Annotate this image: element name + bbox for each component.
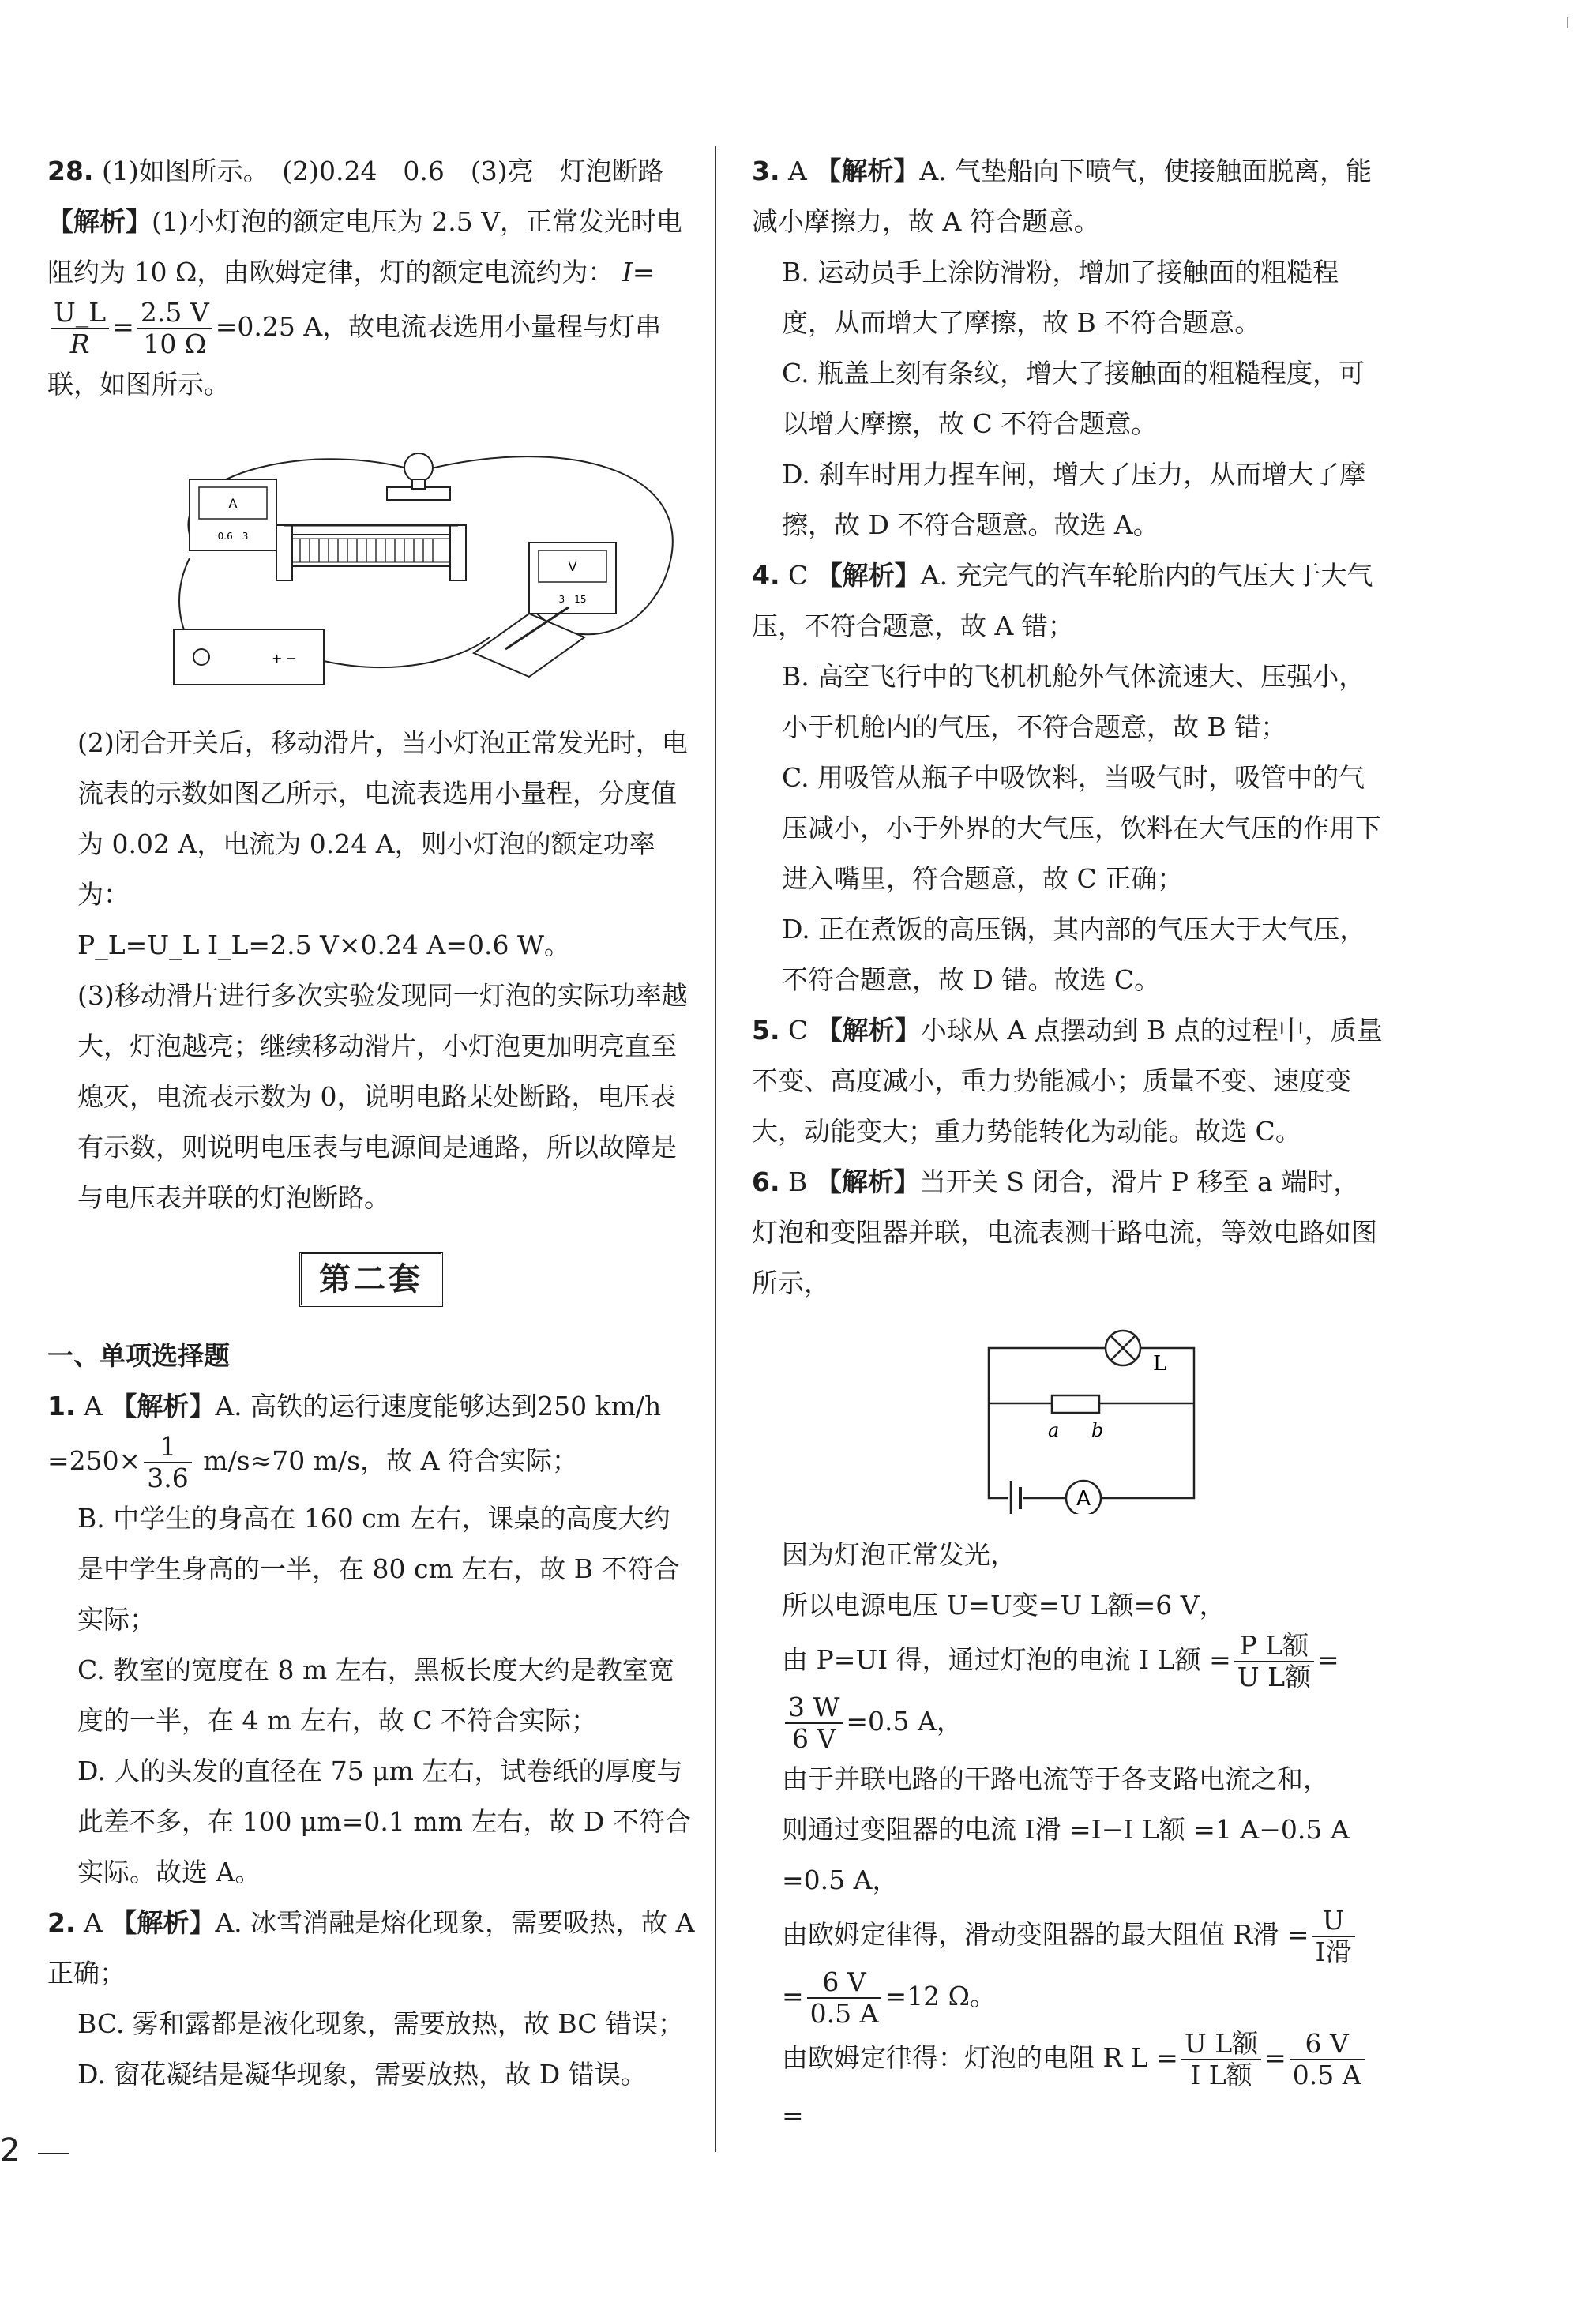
- q4-number: 4.: [752, 560, 780, 591]
- q28-number: 28.: [47, 156, 94, 186]
- q3-b: B. 运动员手上涂防滑粉，增加了接触面的粗糙程度，从而增大了摩擦，故 B 不符合题意。: [782, 257, 1339, 338]
- ammeter-A-label: A: [1076, 1487, 1091, 1511]
- q28-p3: (3)移动滑片进行多次实验发现同一灯泡的实际功率越大，灯泡越亮；继续移动滑片，小灯泡更加明亮直至熄灭，电流表示数为 0，说明电路某处断路，电压表有示数，则说明电压表与电源间是通路，所以故障是与电压表并联的灯泡断路。: [77, 980, 688, 1213]
- q3-tag: 【解析】: [815, 156, 920, 186]
- q6-frac-UI: $\frac{U}{\text{I滑}}$: [1312, 1906, 1354, 1967]
- q2-answer: [47, 1898, 695, 1999]
- ammeter-label: A: [228, 496, 238, 511]
- q5-number: 5.: [752, 1015, 780, 1046]
- q1-c: C. 教室的宽度在 8 m 左右，黑板长度大约是教室宽度的一半，在 4 m 左右，故 C 不符合实际；: [77, 1654, 674, 1736]
- q2-tag: 【解析】: [111, 1907, 216, 1938]
- section-title: 第二套: [299, 1252, 443, 1307]
- q6-frac-PU: $\frac{\text{P L额}}{\text{U L额}}$: [1234, 1631, 1314, 1692]
- q1-tag: 【解析】: [111, 1391, 216, 1422]
- q1-choice: A: [84, 1391, 103, 1422]
- page-number: 2: [0, 2132, 21, 2169]
- voltmeter-scale: 3 15: [558, 594, 587, 605]
- q4-tag: 【解析】: [816, 560, 921, 591]
- q28-answers: (1)如图所示。 (2)0.24 0.6 (3)亮 灯泡断路: [101, 156, 690, 186]
- q6-t5: 由于并联电路的干路电流等于各支路电流之和，: [782, 1763, 1329, 1794]
- circuit-photo-figure: [158, 424, 727, 708]
- q4-d: D. 正在煮饭的高压锅，其内部的气压大于大气压，不符合题意，故 D 错。故选 C。: [782, 914, 1366, 995]
- q28-p2-formula: P_L=U_L I_L=2.5 V×0.24 A=0.6 W。: [77, 930, 570, 960]
- q6-t6: 则通过变阻器的电流 I滑 =I−I L额 =1 A−0.5 A =0.5 A，: [782, 1814, 1350, 1895]
- battery-terminals: + −: [272, 651, 297, 666]
- q6-t9: 由欧姆定律得：灯泡的电阻 R L = $\frac{\text{U L额}}{\text{I L额}}$ = $\frac{6 V}{0.5 A}$ =: [752, 2029, 1384, 2141]
- q4-a: A. 充完气的汽车轮胎内的气压大于大气压，不符合题意，故 A 错；: [752, 560, 1373, 641]
- q3-d: D. 刹车时用力捏车闸，增大了压力，从而增大了摩擦，故 D 不符合题意。故选 A。: [782, 459, 1366, 540]
- q2-number: 2.: [47, 1907, 76, 1938]
- q6-frac-6V05A-2: $\frac{6 V}{0.5 A}$: [1290, 2029, 1365, 2090]
- q1-d: D. 人的头发的直径在 75 μm 左右，试卷纸的厚度与此差不多，在 100 μm=0.1 mm 左右，故 D 不符合实际。故选 A。: [77, 1756, 691, 1887]
- ammeter-scale: 0.6 3: [217, 531, 249, 542]
- q3-answer: [752, 146, 1384, 247]
- rheostat: [276, 525, 466, 580]
- terminal-a-label: a: [1048, 1419, 1060, 1441]
- left-column: [47, 146, 695, 2100]
- q6-t2: 因为灯泡正常发光，: [782, 1539, 1016, 1570]
- q28-tag: 【解析】: [47, 206, 152, 237]
- q2-a: A. 冰雪消融是熔化现象，需要吸热，故 A 正确；: [47, 1907, 695, 1989]
- q28-answer: 28. (1)如图所示。 (2)0.24 0.6 (3)亮 灯泡断路 【解析】(1)小灯泡的额定电压为 2.5 V，正常发光时电阻约为 10 Ω，由欧姆定律，灯的额定电流约为： I= $\frac{U\_L}{R}$ = $\frac{2.5 V}{10 \Omega}$ =0.25 A，故电流表选用小量程与灯串联，如图所示。: [47, 156, 690, 400]
- q6-frac-6V05A: $\frac{6 V}{0.5 A}$: [807, 1967, 882, 2029]
- q5-text: 小球从 A 点摆动到 B 点的过程中，质量不变、高度减小，重力势能减小；质量不变、速度变大，动能变大；重力势能转化为动能。故选 C。: [752, 1015, 1383, 1147]
- q6-frac-3W6V: $\frac{3 W}{6 V}$: [785, 1692, 843, 1754]
- q28-I: I=: [622, 257, 655, 287]
- right-column: [752, 146, 1384, 2141]
- q6-frac-UIL: $\frac{\text{U L额}}{\text{I L额}}$: [1181, 2029, 1261, 2090]
- terminal-b-label: b: [1091, 1419, 1104, 1441]
- q5-answer: [752, 1005, 1384, 1157]
- q28-p1b: =0.25 A，故电流表选用小量程与灯串联，如图所示。: [47, 311, 662, 400]
- page-number-dash: [38, 2153, 69, 2154]
- q6-t8: = $\frac{6 V}{0.5 A}$ =12 Ω。: [782, 1966, 996, 2029]
- q6-answer: [752, 1157, 1384, 1309]
- q2-bc: BC. 雾和露都是液化现象，需要放热，故 BC 错误；: [77, 2008, 685, 2039]
- q6-tag: 【解析】: [815, 1166, 920, 1197]
- column-divider: [715, 146, 716, 2152]
- q5-choice: C: [788, 1015, 809, 1046]
- q28-frac2: $\frac{2.5 V}{10 \Omega}$: [137, 298, 212, 359]
- q6-t3: 所以电源电压 U=U变=U L额=6 V，: [782, 1590, 1226, 1621]
- q3-a: A. 气垫船向下喷气，使接触面脱离，能减小摩擦力，故 A 符合题意。: [752, 156, 1373, 237]
- q4-answer: [752, 550, 1384, 652]
- voltmeter: [529, 543, 616, 614]
- q1-answer: [47, 1381, 695, 1493]
- q6-number: 6.: [752, 1166, 780, 1197]
- ammeter: [190, 479, 276, 550]
- q2-choice: A: [84, 1907, 103, 1938]
- q3-number: 3.: [752, 156, 780, 186]
- q28-p1a: (1)小灯泡的额定电压为 2.5 V，正常发光时电阻约为 10 Ω，由欧姆定律，灯的额定电流约为：: [47, 206, 683, 287]
- section-title-box: [47, 1252, 695, 1307]
- q28-p2: (2)闭合开关后，移动滑片，当小灯泡正常发光时，电流表的示数如图乙所示，电流表选用小量程，分度值为 0.02 A，电流为 0.24 A，则小灯泡的额定功率为：: [77, 727, 688, 910]
- voltmeter-label: V: [568, 559, 577, 574]
- q3-c: C. 瓶盖上刻有条纹，增大了接触面的粗糙程度，可以增大摩擦，故 C 不符合题意。: [782, 358, 1365, 439]
- q5-tag: 【解析】: [816, 1015, 921, 1046]
- battery-box: [174, 629, 324, 685]
- rheostat-symbol: [1052, 1395, 1099, 1413]
- q1-a1b: m/s≈70 m/s，故 A 符合实际；: [194, 1445, 578, 1476]
- q1-b: B. 中学生的身高在 160 cm 左右，课桌的高度大约是中学生身高的一半，在 80 cm 左右，故 B 不符合实际；: [77, 1503, 680, 1635]
- lamp: [387, 453, 450, 500]
- switch: [474, 607, 584, 677]
- q4-b: B. 高空飞行中的飞机机舱外气体流速大、压强小，小于机舱内的气压，不符合题意，故 B 错；: [782, 661, 1365, 742]
- q1-frac: $\frac{1}{3.6}$: [144, 1432, 191, 1493]
- q6-t7: 由欧姆定律得，滑动变阻器的最大阻值 R滑 = $\frac{U}{\text{I滑}}$: [752, 1906, 1384, 1967]
- equivalent-circuit-diagram: [965, 1324, 1202, 1514]
- q2-d: D. 窗花凝结是凝华现象，需要放热，故 D 错误。: [77, 2059, 647, 2090]
- q28-frac1: $\frac{U\_L}{R}$: [51, 298, 109, 359]
- q6-t1: 当开关 S 闭合，滑片 P 移至 a 端时，灯泡和变阻器并联，电流表测干路电流，等效电路如图所示，: [752, 1166, 1377, 1298]
- q1-number: 1.: [47, 1391, 76, 1422]
- q4-choice: C: [788, 560, 809, 591]
- q6-choice: B: [788, 1166, 808, 1197]
- q3-choice: A: [788, 156, 807, 186]
- corner-mark: [1567, 17, 1568, 28]
- q6-t4: 由 P=UI 得，通过灯泡的电流 I L额 = $\frac{\text{P L额}}{\text{U L额}}$ = $\frac{3 W}{6 V}$ =0.5 A，: [782, 1630, 1339, 1754]
- q1-a1: A. 高铁的运行速度能够达到250 km/h =250×: [47, 1391, 662, 1476]
- q4-c: C. 用吸管从瓶子中吸饮料，当吸气时，吸管中的气压减小，小于外界的大气压，饮料在大气压的作用下进入嘴里，符合题意，故 C 正确；: [782, 762, 1381, 894]
- section-heading: 一、单项选择题: [47, 1340, 230, 1371]
- lamp-L-label: L: [1153, 1352, 1167, 1376]
